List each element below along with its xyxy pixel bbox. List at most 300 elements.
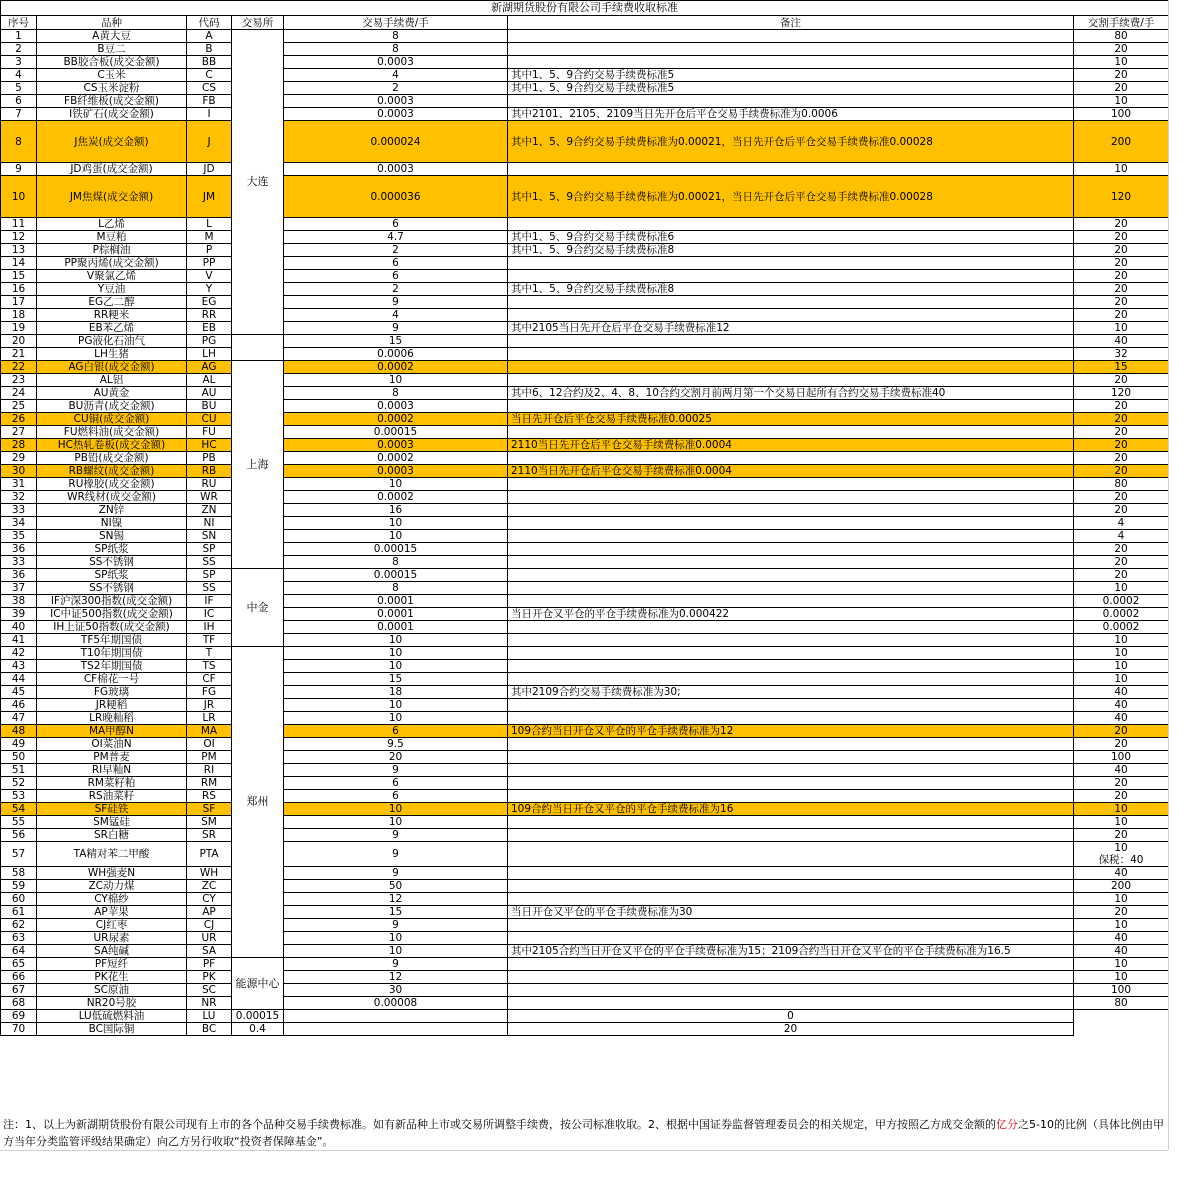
cell-fee[interactable]: 6	[284, 257, 508, 270]
cell-no[interactable]: 9	[1, 163, 37, 176]
cell-code[interactable]: LR	[187, 712, 232, 725]
cell-remark[interactable]	[508, 517, 1074, 530]
cell-fee[interactable]: 10	[284, 634, 508, 647]
cell-no[interactable]: 26	[1, 413, 37, 426]
cell-name[interactable]: CJ红枣	[37, 919, 187, 932]
cell-code[interactable]: AL	[187, 374, 232, 387]
cell-name[interactable]: CY棉纱	[37, 893, 187, 906]
cell-no[interactable]: 54	[1, 803, 37, 816]
cell-delivery[interactable]: 10	[1074, 803, 1169, 816]
cell-no[interactable]: 64	[1, 945, 37, 958]
cell-fee[interactable]: 10	[284, 712, 508, 725]
cell-name[interactable]: C玉米	[37, 69, 187, 82]
cell-code[interactable]: JR	[187, 699, 232, 712]
cell-code[interactable]: TS	[187, 660, 232, 673]
cell-name[interactable]: LU低硫燃料油	[37, 1010, 187, 1023]
cell-name[interactable]: RU橡胶(成交金额)	[37, 478, 187, 491]
cell-remark[interactable]	[508, 777, 1074, 790]
cell-no[interactable]: 41	[1, 634, 37, 647]
cell-no[interactable]: 53	[1, 790, 37, 803]
cell-fee[interactable]: 10	[284, 374, 508, 387]
cell-name[interactable]: LR晚籼稻	[37, 712, 187, 725]
cell-name[interactable]: PG液化石油气	[37, 335, 187, 348]
cell-no[interactable]: 68	[1, 997, 37, 1010]
cell-fee[interactable]: 0.0001	[284, 621, 508, 634]
cell-fee[interactable]: 0.0001	[284, 595, 508, 608]
cell-delivery[interactable]: 10	[1074, 673, 1169, 686]
cell-name[interactable]: SA纯碱	[37, 945, 187, 958]
cell-delivery[interactable]: 100	[1074, 984, 1169, 997]
cell-name[interactable]: BC国际铜	[37, 1023, 187, 1036]
cell-code[interactable]: IH	[187, 621, 232, 634]
cell-fee[interactable]: 4	[284, 309, 508, 322]
cell-no[interactable]: 43	[1, 660, 37, 673]
cell-delivery[interactable]: 40	[1074, 945, 1169, 958]
cell-name[interactable]: SP纸浆	[37, 569, 187, 582]
cell-delivery[interactable]: 40	[1074, 712, 1169, 725]
cell-no[interactable]: 48	[1, 725, 37, 738]
cell-name[interactable]: SS不锈钢	[37, 582, 187, 595]
cell-delivery[interactable]: 20	[1074, 218, 1169, 231]
cell-no[interactable]: 47	[1, 712, 37, 725]
cell-no[interactable]: 18	[1, 309, 37, 322]
cell-fee[interactable]: 0.000036	[284, 176, 508, 218]
cell-no[interactable]: 33	[1, 556, 37, 569]
cell-code[interactable]: NR	[187, 997, 232, 1010]
cell-name[interactable]: OI菜油N	[37, 738, 187, 751]
cell-fee[interactable]: 0.0003	[284, 439, 508, 452]
cell-delivery[interactable]: 20	[1074, 504, 1169, 517]
cell-fee[interactable]: 0.00015	[284, 569, 508, 582]
cell-delivery[interactable]: 10	[1074, 958, 1169, 971]
cell-no[interactable]: 61	[1, 906, 37, 919]
cell-fee[interactable]: 10	[284, 530, 508, 543]
cell-no[interactable]: 3	[1, 56, 37, 69]
cell-fee[interactable]: 6	[284, 790, 508, 803]
cell-name[interactable]: UR尿素	[37, 932, 187, 945]
cell-remark[interactable]	[508, 673, 1074, 686]
cell-code[interactable]: WR	[187, 491, 232, 504]
cell-remark[interactable]: 109合约当日开仓又平仓的平仓手续费标准为16	[508, 803, 1074, 816]
cell-code[interactable]: SA	[187, 945, 232, 958]
cell-no[interactable]: 63	[1, 932, 37, 945]
cell-no[interactable]: 69	[1, 1010, 37, 1023]
cell-remark[interactable]	[508, 95, 1074, 108]
cell-name[interactable]: SC原油	[37, 984, 187, 997]
cell-remark[interactable]	[508, 361, 1074, 374]
cell-remark[interactable]: 其中1、5、9合约交易手续费标准5	[508, 82, 1074, 95]
sheet-title[interactable]: 新湖期货股份有限公司手续费收取标准	[1, 1, 1169, 16]
cell-code[interactable]: IC	[187, 608, 232, 621]
cell-remark[interactable]	[508, 452, 1074, 465]
cell-code[interactable]: B	[187, 43, 232, 56]
cell-name[interactable]: SR白糖	[37, 829, 187, 842]
cell-code[interactable]: SS	[187, 582, 232, 595]
cell-fee[interactable]: 2	[284, 82, 508, 95]
cell-no[interactable]: 14	[1, 257, 37, 270]
cell-delivery[interactable]: 20	[1074, 413, 1169, 426]
cell-delivery[interactable]: 20	[1074, 69, 1169, 82]
cell-code[interactable]: RU	[187, 478, 232, 491]
cell-fee[interactable]: 10	[284, 478, 508, 491]
cell-code[interactable]: AP	[187, 906, 232, 919]
cell-code[interactable]: ZC	[187, 880, 232, 893]
cell-remark[interactable]: 其中2101、2105、2109当日先开仓后平仓交易手续费标准为0.0006	[508, 108, 1074, 121]
cell-fee[interactable]: 12	[284, 971, 508, 984]
cell-delivery[interactable]: 20	[1074, 491, 1169, 504]
cell-remark[interactable]: 2110当日先开仓后平仓交易手续费标准0.0004	[508, 465, 1074, 478]
cell-delivery[interactable]: 10	[1074, 647, 1169, 660]
cell-no[interactable]: 13	[1, 244, 37, 257]
cell-name[interactable]: ZN锌	[37, 504, 187, 517]
cell-name[interactable]: PP聚丙烯(成交金额)	[37, 257, 187, 270]
cell-delivery[interactable]: 40	[1074, 686, 1169, 699]
cell-delivery[interactable]: 80	[1074, 30, 1169, 43]
cell-no[interactable]: 66	[1, 971, 37, 984]
cell-delivery[interactable]: 40	[1074, 932, 1169, 945]
cell-code[interactable]: MA	[187, 725, 232, 738]
cell-fee[interactable]: 9.5	[284, 738, 508, 751]
cell-code[interactable]: RI	[187, 764, 232, 777]
cell-no[interactable]: 5	[1, 82, 37, 95]
cell-no[interactable]: 33	[1, 504, 37, 517]
cell-code[interactable]: TF	[187, 634, 232, 647]
cell-code[interactable]: RM	[187, 777, 232, 790]
cell-code[interactable]: BB	[187, 56, 232, 69]
cell-code[interactable]: UR	[187, 932, 232, 945]
cell-fee[interactable]: 0.00008	[284, 997, 508, 1010]
cell-name[interactable]: PK花生	[37, 971, 187, 984]
cell-code[interactable]: Y	[187, 283, 232, 296]
cell-no[interactable]: 70	[1, 1023, 37, 1036]
cell-fee[interactable]: 18	[284, 686, 508, 699]
cell-name[interactable]: M豆粕	[37, 231, 187, 244]
cell-no[interactable]: 16	[1, 283, 37, 296]
cell-no[interactable]: 8	[1, 121, 37, 163]
cell-no[interactable]: 32	[1, 491, 37, 504]
cell-name[interactable]: CS玉米淀粉	[37, 82, 187, 95]
cell-code[interactable]: C	[187, 69, 232, 82]
cell-delivery[interactable]: 10	[1074, 163, 1169, 176]
cell-name[interactable]: JR粳稻	[37, 699, 187, 712]
cell-fee[interactable]: 10	[284, 699, 508, 712]
cell-remark[interactable]	[508, 880, 1074, 893]
cell-fee[interactable]: 9	[284, 322, 508, 335]
cell-exchange[interactable]: 郑州	[232, 647, 284, 958]
cell-delivery[interactable]: 10	[1074, 582, 1169, 595]
cell-remark[interactable]	[508, 270, 1074, 283]
cell-exchange[interactable]: 能源中心	[232, 958, 284, 1010]
cell-fee[interactable]: 9	[284, 842, 508, 867]
cell-no[interactable]: 45	[1, 686, 37, 699]
cell-fee[interactable]: 0.4	[232, 1023, 284, 1036]
cell-name[interactable]: AG白银(成交金额)	[37, 361, 187, 374]
cell-exchange[interactable]	[232, 335, 284, 361]
cell-no[interactable]: 27	[1, 426, 37, 439]
cell-remark[interactable]	[508, 621, 1074, 634]
cell-code[interactable]: EB	[187, 322, 232, 335]
cell-code[interactable]: IF	[187, 595, 232, 608]
cell-fee[interactable]: 8	[284, 556, 508, 569]
cell-remark[interactable]: 109合约当日开仓又平仓的平仓手续费标准为12	[508, 725, 1074, 738]
cell-fee[interactable]: 9	[284, 919, 508, 932]
cell-remark[interactable]: 其中1、5、9合约交易手续费标准为0.00021，当日先开仓后平仓交易手续费标准0.00028	[508, 176, 1074, 218]
cell-fee[interactable]: 15	[284, 906, 508, 919]
cell-code[interactable]: HC	[187, 439, 232, 452]
cell-name[interactable]: V聚氯乙烯	[37, 270, 187, 283]
cell-remark[interactable]	[508, 374, 1074, 387]
cell-remark[interactable]	[284, 1023, 508, 1036]
cell-no[interactable]: 40	[1, 621, 37, 634]
cell-name[interactable]: FU燃料油(成交金额)	[37, 426, 187, 439]
cell-name[interactable]: L乙烯	[37, 218, 187, 231]
cell-name[interactable]: AP苹果	[37, 906, 187, 919]
cell-no[interactable]: 67	[1, 984, 37, 997]
cell-code[interactable]: FG	[187, 686, 232, 699]
cell-code[interactable]: BU	[187, 400, 232, 413]
cell-delivery[interactable]: 4	[1074, 530, 1169, 543]
cell-no[interactable]: 28	[1, 439, 37, 452]
cell-code[interactable]: LU	[187, 1010, 232, 1023]
cell-name[interactable]: SN锡	[37, 530, 187, 543]
cell-delivery[interactable]: 20	[1074, 543, 1169, 556]
cell-code[interactable]: EG	[187, 296, 232, 309]
cell-name[interactable]: RI早籼N	[37, 764, 187, 777]
cell-code[interactable]: PF	[187, 958, 232, 971]
cell-remark[interactable]	[508, 296, 1074, 309]
cell-remark[interactable]: 当日开仓又平仓的平仓手续费标准为0.000422	[508, 608, 1074, 621]
cell-name[interactable]: TS2年期国债	[37, 660, 187, 673]
cell-fee[interactable]: 0.00015	[232, 1010, 284, 1023]
cell-delivery[interactable]: 20	[1074, 452, 1169, 465]
cell-name[interactable]: FB纤维板(成交金额)	[37, 95, 187, 108]
cell-code[interactable]: P	[187, 244, 232, 257]
cell-name[interactable]: NI镍	[37, 517, 187, 530]
cell-no[interactable]: 44	[1, 673, 37, 686]
cell-delivery[interactable]	[1074, 842, 1169, 867]
cell-exchange[interactable]: 中金	[232, 569, 284, 647]
cell-remark[interactable]	[508, 932, 1074, 945]
cell-no[interactable]: 59	[1, 880, 37, 893]
header-no[interactable]: 序号	[1, 16, 37, 30]
cell-name[interactable]: RR粳米	[37, 309, 187, 322]
cell-code[interactable]: OI	[187, 738, 232, 751]
cell-no[interactable]: 37	[1, 582, 37, 595]
cell-delivery[interactable]: 0.0002	[1074, 621, 1169, 634]
cell-fee[interactable]: 2	[284, 283, 508, 296]
cell-delivery[interactable]: 10	[1074, 322, 1169, 335]
cell-no[interactable]: 1	[1, 30, 37, 43]
cell-fee[interactable]: 12	[284, 893, 508, 906]
cell-no[interactable]: 60	[1, 893, 37, 906]
cell-name[interactable]: CF棉花一号	[37, 673, 187, 686]
cell-code[interactable]: AU	[187, 387, 232, 400]
cell-no[interactable]: 65	[1, 958, 37, 971]
cell-name[interactable]: SS不锈钢	[37, 556, 187, 569]
cell-remark[interactable]	[508, 582, 1074, 595]
cell-remark[interactable]	[508, 309, 1074, 322]
cell-code[interactable]: SM	[187, 816, 232, 829]
cell-remark[interactable]	[508, 919, 1074, 932]
cell-delivery[interactable]: 100	[1074, 108, 1169, 121]
cell-name[interactable]: WH强麦N	[37, 867, 187, 880]
cell-name[interactable]: LH生猪	[37, 348, 187, 361]
cell-remark[interactable]	[508, 56, 1074, 69]
cell-code[interactable]: SC	[187, 984, 232, 997]
cell-name[interactable]: NR20号胶	[37, 997, 187, 1010]
cell-name[interactable]: IC中证500指数(成交金额)	[37, 608, 187, 621]
cell-fee[interactable]: 10	[284, 816, 508, 829]
cell-delivery[interactable]: 40	[1074, 699, 1169, 712]
cell-name[interactable]: I铁矿石(成交金额)	[37, 108, 187, 121]
cell-exchange[interactable]: 大连	[232, 30, 284, 335]
cell-name[interactable]: SF硅铁	[37, 803, 187, 816]
cell-no[interactable]: 55	[1, 816, 37, 829]
cell-no[interactable]: 46	[1, 699, 37, 712]
cell-no[interactable]: 19	[1, 322, 37, 335]
cell-remark[interactable]	[508, 530, 1074, 543]
cell-no[interactable]: 57	[1, 842, 37, 867]
cell-code[interactable]: M	[187, 231, 232, 244]
cell-delivery[interactable]: 20	[1074, 725, 1169, 738]
cell-fee[interactable]: 20	[284, 751, 508, 764]
cell-fee[interactable]: 10	[284, 517, 508, 530]
cell-remark[interactable]	[508, 30, 1074, 43]
cell-remark[interactable]	[508, 43, 1074, 56]
cell-fee[interactable]: 0.0003	[284, 108, 508, 121]
cell-remark[interactable]: 2110当日先开仓后平仓交易手续费标准0.0004	[508, 439, 1074, 452]
cell-fee[interactable]: 6	[284, 218, 508, 231]
cell-code[interactable]: JD	[187, 163, 232, 176]
cell-code[interactable]: CF	[187, 673, 232, 686]
cell-delivery[interactable]: 20	[1074, 439, 1169, 452]
cell-fee[interactable]: 0.000024	[284, 121, 508, 163]
cell-code[interactable]: FU	[187, 426, 232, 439]
cell-remark[interactable]	[508, 634, 1074, 647]
cell-name[interactable]: HC热轧卷板(成交金额)	[37, 439, 187, 452]
cell-remark[interactable]	[508, 163, 1074, 176]
cell-no[interactable]: 31	[1, 478, 37, 491]
cell-code[interactable]: SR	[187, 829, 232, 842]
cell-code[interactable]: BC	[187, 1023, 232, 1036]
cell-remark[interactable]	[508, 504, 1074, 517]
cell-fee[interactable]: 0.0002	[284, 413, 508, 426]
cell-remark[interactable]	[284, 1010, 508, 1023]
cell-fee[interactable]: 2	[284, 244, 508, 257]
cell-delivery[interactable]: 100	[1074, 751, 1169, 764]
cell-delivery[interactable]: 20	[1074, 296, 1169, 309]
cell-delivery[interactable]: 20	[508, 1023, 1074, 1036]
cell-delivery[interactable]: 10	[1074, 634, 1169, 647]
cell-delivery[interactable]: 0.0002	[1074, 595, 1169, 608]
cell-fee[interactable]: 8	[284, 387, 508, 400]
header-name[interactable]: 品种	[37, 16, 187, 30]
cell-remark[interactable]: 当日开仓又平仓的平仓手续费标准为30	[508, 906, 1074, 919]
cell-remark[interactable]	[508, 971, 1074, 984]
cell-fee[interactable]: 8	[284, 43, 508, 56]
cell-no[interactable]: 49	[1, 738, 37, 751]
cell-code[interactable]: A	[187, 30, 232, 43]
cell-remark[interactable]: 其中1、5、9合约交易手续费标准为0.00021，当日先开仓后平仓交易手续费标准0.00028	[508, 121, 1074, 163]
cell-name[interactable]: BU沥青(成交金额)	[37, 400, 187, 413]
cell-code[interactable]: PTA	[187, 842, 232, 867]
cell-delivery[interactable]: 10	[1074, 893, 1169, 906]
cell-fee[interactable]: 6	[284, 777, 508, 790]
cell-fee[interactable]: 10	[284, 803, 508, 816]
cell-delivery[interactable]: 0.0002	[1074, 608, 1169, 621]
cell-remark[interactable]	[508, 426, 1074, 439]
cell-no[interactable]: 7	[1, 108, 37, 121]
cell-name[interactable]: ZC动力煤	[37, 880, 187, 893]
cell-delivery[interactable]: 40	[1074, 867, 1169, 880]
cell-delivery[interactable]: 80	[1074, 997, 1169, 1010]
cell-code[interactable]: CU	[187, 413, 232, 426]
cell-delivery[interactable]: 20	[1074, 906, 1169, 919]
cell-remark[interactable]	[508, 842, 1074, 867]
cell-code[interactable]: PB	[187, 452, 232, 465]
cell-fee[interactable]: 6	[284, 725, 508, 738]
cell-no[interactable]: 17	[1, 296, 37, 309]
cell-code[interactable]: SF	[187, 803, 232, 816]
cell-no[interactable]: 4	[1, 69, 37, 82]
cell-name[interactable]: PF短纤	[37, 958, 187, 971]
cell-fee[interactable]: 4.7	[284, 231, 508, 244]
cell-fee[interactable]: 0.0006	[284, 348, 508, 361]
cell-delivery[interactable]: 120	[1074, 387, 1169, 400]
cell-fee[interactable]: 10	[284, 647, 508, 660]
cell-no[interactable]: 62	[1, 919, 37, 932]
cell-remark[interactable]	[508, 491, 1074, 504]
cell-delivery[interactable]: 200	[1074, 121, 1169, 163]
cell-no[interactable]: 24	[1, 387, 37, 400]
cell-fee[interactable]: 0.0003	[284, 56, 508, 69]
cell-no[interactable]: 23	[1, 374, 37, 387]
cell-remark[interactable]	[508, 348, 1074, 361]
cell-no[interactable]: 12	[1, 231, 37, 244]
cell-fee[interactable]: 0.00015	[284, 543, 508, 556]
cell-name[interactable]: EG乙二醇	[37, 296, 187, 309]
cell-name[interactable]: P棕榈油	[37, 244, 187, 257]
cell-remark[interactable]	[508, 218, 1074, 231]
cell-remark[interactable]: 其中1、5、9合约交易手续费标准6	[508, 231, 1074, 244]
cell-code[interactable]: CJ	[187, 919, 232, 932]
cell-delivery[interactable]: 20	[1074, 309, 1169, 322]
cell-remark[interactable]	[508, 712, 1074, 725]
cell-remark[interactable]	[508, 984, 1074, 997]
cell-no[interactable]: 20	[1, 335, 37, 348]
cell-remark[interactable]: 其中2109合约交易手续费标准为30;	[508, 686, 1074, 699]
cell-remark[interactable]	[508, 751, 1074, 764]
cell-remark[interactable]: 其中2105合约当日开仓又平仓的平仓手续费标准为15；2109合约当日开仓又平仓的平仓手续费标准为16.5	[508, 945, 1074, 958]
cell-name[interactable]: SP纸浆	[37, 543, 187, 556]
cell-code[interactable]: RB	[187, 465, 232, 478]
cell-no[interactable]: 51	[1, 764, 37, 777]
cell-remark[interactable]	[508, 893, 1074, 906]
cell-fee[interactable]: 15	[284, 673, 508, 686]
cell-code[interactable]: SS	[187, 556, 232, 569]
cell-name[interactable]: A黄大豆	[37, 30, 187, 43]
cell-name[interactable]: TA精对苯二甲酸	[37, 842, 187, 867]
cell-no[interactable]: 22	[1, 361, 37, 374]
cell-no[interactable]: 36	[1, 543, 37, 556]
cell-fee[interactable]: 0.0003	[284, 163, 508, 176]
cell-code[interactable]: I	[187, 108, 232, 121]
cell-code[interactable]: SN	[187, 530, 232, 543]
cell-remark[interactable]: 其中2105当日先开仓后平仓交易手续费标准12	[508, 322, 1074, 335]
cell-remark[interactable]	[508, 958, 1074, 971]
cell-code[interactable]: RS	[187, 790, 232, 803]
cell-delivery[interactable]: 20	[1074, 283, 1169, 296]
